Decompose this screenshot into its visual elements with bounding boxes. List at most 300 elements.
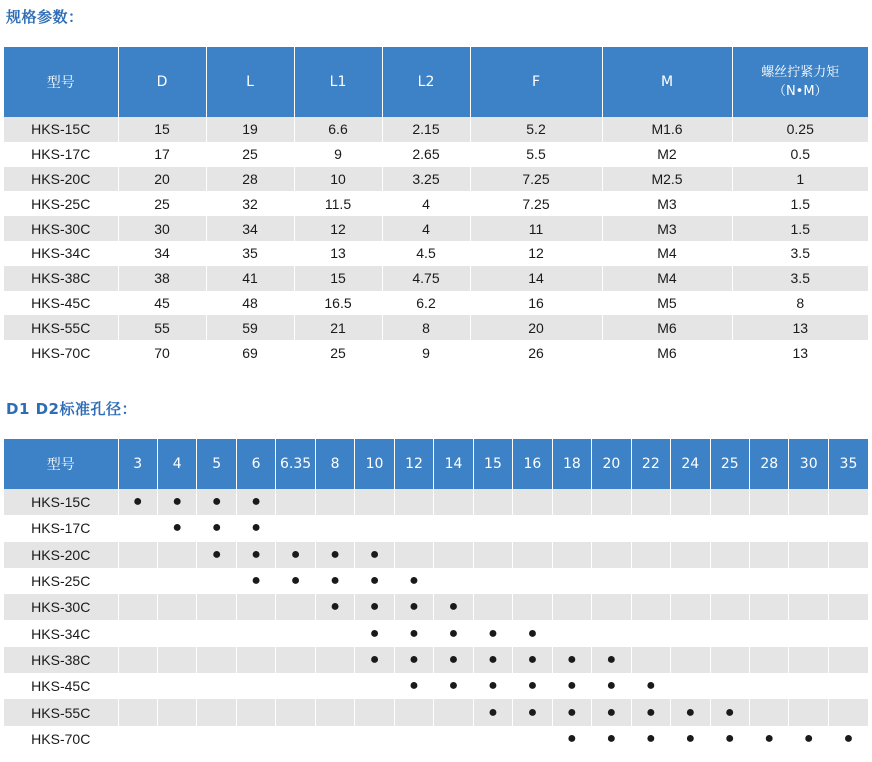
value-cell: 7.25: [470, 167, 602, 192]
bore-available-dot: ●: [473, 673, 512, 699]
table-row: [4, 315, 868, 340]
bore-empty-cell: [710, 620, 749, 646]
bore-empty-cell: [710, 673, 749, 699]
value-cell: M1.6: [602, 117, 732, 142]
bore-size-header: 10: [355, 439, 394, 489]
table-row: [4, 568, 868, 594]
table-row: [4, 489, 868, 515]
bore-empty-cell: [513, 515, 552, 541]
table-row: [4, 117, 868, 142]
table-row: [4, 191, 868, 216]
bore-empty-cell: [197, 726, 236, 752]
bore-empty-cell: [434, 726, 473, 752]
model-cell: HKS-30C: [4, 594, 118, 620]
bore-empty-cell: [671, 673, 710, 699]
bore-size-header: 35: [828, 439, 868, 489]
bore-empty-cell: [434, 515, 473, 541]
value-cell: M6: [602, 315, 732, 340]
bore-available-dot: ●: [355, 594, 394, 620]
bore-empty-cell: [710, 568, 749, 594]
bore-available-dot: ●: [157, 515, 196, 541]
bore-empty-cell: [671, 542, 710, 568]
header-m: M: [602, 47, 732, 117]
bore-empty-cell: [710, 594, 749, 620]
bore-empty-cell: [710, 489, 749, 515]
value-cell: 30: [118, 216, 206, 241]
header-torque: [732, 47, 868, 117]
value-cell: 10: [294, 167, 382, 192]
bore-empty-cell: [355, 699, 394, 725]
value-cell: 55: [118, 315, 206, 340]
bore-available-dot: ●: [355, 647, 394, 673]
bore-empty-cell: [197, 699, 236, 725]
bore-header-model: 型号: [4, 439, 118, 489]
bore-available-dot: ●: [236, 489, 275, 515]
table-row: [4, 340, 868, 365]
bore-size-header: 14: [434, 439, 473, 489]
bore-empty-cell: [592, 620, 631, 646]
bore-empty-cell: [197, 620, 236, 646]
bore-available-dot: ●: [355, 542, 394, 568]
bore-empty-cell: [631, 647, 670, 673]
table-row: [4, 699, 868, 725]
value-cell: M3: [602, 216, 732, 241]
bore-empty-cell: [750, 594, 789, 620]
bore-empty-cell: [789, 568, 828, 594]
value-cell: 3.5: [732, 266, 868, 291]
table-row: [4, 266, 868, 291]
bore-empty-cell: [592, 489, 631, 515]
model-cell: HKS-70C: [4, 340, 118, 365]
bore-available-dot: ●: [552, 699, 591, 725]
table-row: [4, 542, 868, 568]
bore-empty-cell: [710, 515, 749, 541]
bore-size-header: 25: [710, 439, 749, 489]
bore-empty-cell: [789, 542, 828, 568]
bore-empty-cell: [552, 489, 591, 515]
bore-empty-cell: [473, 726, 512, 752]
table-row: [4, 216, 868, 241]
value-cell: 35: [206, 241, 294, 266]
value-cell: 21: [294, 315, 382, 340]
value-cell: 12: [294, 216, 382, 241]
bore-empty-cell: [671, 594, 710, 620]
value-cell: 6.2: [382, 291, 470, 316]
value-cell: 15: [118, 117, 206, 142]
table-row: [4, 594, 868, 620]
bore-empty-cell: [118, 594, 157, 620]
bore-empty-cell: [473, 489, 512, 515]
value-cell: 69: [206, 340, 294, 365]
bore-empty-cell: [750, 515, 789, 541]
bore-empty-cell: [631, 489, 670, 515]
bore-size-header: 16: [513, 439, 552, 489]
value-cell: 25: [206, 142, 294, 167]
bore-empty-cell: [118, 515, 157, 541]
bore-available-dot: ●: [592, 699, 631, 725]
bore-available-dot: ●: [394, 647, 433, 673]
bore-available-dot: ●: [513, 673, 552, 699]
bore-available-dot: ●: [355, 620, 394, 646]
bore-available-dot: ●: [789, 726, 828, 752]
bore-empty-cell: [394, 489, 433, 515]
model-cell: HKS-25C: [4, 191, 118, 216]
bore-empty-cell: [750, 620, 789, 646]
bore-size-header: 6: [236, 439, 275, 489]
value-cell: 1.5: [732, 216, 868, 241]
bore-empty-cell: [789, 515, 828, 541]
model-cell: HKS-25C: [4, 568, 118, 594]
value-cell: 34: [206, 216, 294, 241]
table-row: [4, 142, 868, 167]
header-d: D: [118, 47, 206, 117]
bore-available-dot: ●: [315, 594, 354, 620]
bore-empty-cell: [434, 542, 473, 568]
bore-size-header: 8: [315, 439, 354, 489]
value-cell: M3: [602, 191, 732, 216]
bore-empty-cell: [828, 542, 868, 568]
bore-empty-cell: [513, 726, 552, 752]
bore-empty-cell: [631, 594, 670, 620]
model-cell: HKS-20C: [4, 167, 118, 192]
bore-available-dot: ●: [315, 542, 354, 568]
bore-empty-cell: [552, 542, 591, 568]
value-cell: M2: [602, 142, 732, 167]
bore-empty-cell: [157, 542, 196, 568]
bore-size-header: 12: [394, 439, 433, 489]
bore-table: [4, 439, 868, 752]
bore-available-dot: ●: [513, 620, 552, 646]
bore-empty-cell: [315, 647, 354, 673]
value-cell: 70: [118, 340, 206, 365]
bore-empty-cell: [157, 568, 196, 594]
bore-available-dot: ●: [394, 673, 433, 699]
value-cell: 0.25: [732, 117, 868, 142]
header-l: L: [206, 47, 294, 117]
bore-empty-cell: [394, 699, 433, 725]
model-cell: HKS-15C: [4, 489, 118, 515]
table-row: [4, 241, 868, 266]
bore-empty-cell: [276, 620, 315, 646]
bore-empty-cell: [157, 620, 196, 646]
bore-empty-cell: [276, 594, 315, 620]
bore-empty-cell: [434, 568, 473, 594]
bore-empty-cell: [355, 489, 394, 515]
model-cell: HKS-34C: [4, 241, 118, 266]
bore-empty-cell: [157, 673, 196, 699]
bore-empty-cell: [513, 594, 552, 620]
bore-empty-cell: [552, 620, 591, 646]
bore-empty-cell: [592, 594, 631, 620]
bore-available-dot: ●: [434, 620, 473, 646]
header-f: F: [470, 47, 602, 117]
bore-empty-cell: [592, 542, 631, 568]
bore-empty-cell: [828, 647, 868, 673]
bore-empty-cell: [236, 699, 275, 725]
bore-empty-cell: [671, 489, 710, 515]
value-cell: M4: [602, 266, 732, 291]
bore-empty-cell: [750, 489, 789, 515]
value-cell: 20: [118, 167, 206, 192]
bore-available-dot: ●: [671, 699, 710, 725]
model-cell: HKS-45C: [4, 291, 118, 316]
bore-empty-cell: [828, 489, 868, 515]
value-cell: M5: [602, 291, 732, 316]
value-cell: 5.2: [470, 117, 602, 142]
bore-empty-cell: [118, 542, 157, 568]
bore-empty-cell: [750, 568, 789, 594]
bore-available-dot: ●: [276, 568, 315, 594]
bore-available-dot: ●: [394, 594, 433, 620]
value-cell: 4.75: [382, 266, 470, 291]
value-cell: 9: [294, 142, 382, 167]
value-cell: 1: [732, 167, 868, 192]
bore-empty-cell: [671, 568, 710, 594]
header-torque-unit: （N•M）: [772, 84, 828, 99]
bore-empty-cell: [276, 673, 315, 699]
value-cell: 12: [470, 241, 602, 266]
spec-table: [4, 47, 868, 365]
table-row: [4, 620, 868, 646]
bore-empty-cell: [828, 568, 868, 594]
value-cell: 13: [294, 241, 382, 266]
value-cell: 41: [206, 266, 294, 291]
bore-empty-cell: [118, 726, 157, 752]
bore-empty-cell: [315, 673, 354, 699]
value-cell: 25: [294, 340, 382, 365]
bore-empty-cell: [473, 568, 512, 594]
bore-empty-cell: [592, 515, 631, 541]
bore-available-dot: ●: [513, 699, 552, 725]
bore-size-header: 3: [118, 439, 157, 489]
bore-size-header: 4: [157, 439, 196, 489]
bore-size-header: 6.35: [276, 439, 315, 489]
bore-empty-cell: [671, 515, 710, 541]
bore-available-dot: ●: [631, 726, 670, 752]
bore-available-dot: ●: [236, 515, 275, 541]
bore-empty-cell: [315, 620, 354, 646]
model-cell: HKS-17C: [4, 142, 118, 167]
bore-empty-cell: [118, 568, 157, 594]
bore-empty-cell: [157, 594, 196, 620]
bore-available-dot: ●: [513, 647, 552, 673]
value-cell: 28: [206, 167, 294, 192]
bore-empty-cell: [513, 568, 552, 594]
bore-size-header: 5: [197, 439, 236, 489]
bore-empty-cell: [671, 620, 710, 646]
bore-available-dot: ●: [236, 568, 275, 594]
bore-available-dot: ●: [434, 594, 473, 620]
spec-table-body: [4, 117, 868, 365]
model-cell: HKS-55C: [4, 315, 118, 340]
bore-section-title: D1 D2标准孔径：: [6, 400, 137, 418]
bore-available-dot: ●: [631, 699, 670, 725]
bore-empty-cell: [710, 542, 749, 568]
bore-empty-cell: [552, 594, 591, 620]
value-cell: 6.6: [294, 117, 382, 142]
bore-available-dot: ●: [434, 673, 473, 699]
bore-empty-cell: [513, 542, 552, 568]
bore-empty-cell: [236, 673, 275, 699]
value-cell: 11: [470, 216, 602, 241]
bore-available-dot: ●: [552, 673, 591, 699]
bore-empty-cell: [315, 489, 354, 515]
bore-empty-cell: [789, 699, 828, 725]
value-cell: 26: [470, 340, 602, 365]
bore-empty-cell: [197, 568, 236, 594]
value-cell: 4.5: [382, 241, 470, 266]
bore-empty-cell: [236, 647, 275, 673]
header-l1: L1: [294, 47, 382, 117]
bore-empty-cell: [513, 489, 552, 515]
bore-empty-cell: [631, 515, 670, 541]
value-cell: 2.65: [382, 142, 470, 167]
value-cell: 16: [470, 291, 602, 316]
bore-available-dot: ●: [552, 647, 591, 673]
bore-empty-cell: [828, 594, 868, 620]
bore-empty-cell: [789, 594, 828, 620]
table-row: [4, 726, 868, 752]
value-cell: 32: [206, 191, 294, 216]
header-l2: L2: [382, 47, 470, 117]
bore-available-dot: ●: [355, 568, 394, 594]
bore-available-dot: ●: [473, 699, 512, 725]
value-cell: 14: [470, 266, 602, 291]
bore-empty-cell: [473, 594, 512, 620]
bore-size-header: 18: [552, 439, 591, 489]
value-cell: M4: [602, 241, 732, 266]
value-cell: 8: [382, 315, 470, 340]
bore-empty-cell: [118, 620, 157, 646]
value-cell: 7.25: [470, 191, 602, 216]
value-cell: 19: [206, 117, 294, 142]
model-cell: HKS-38C: [4, 647, 118, 673]
bore-empty-cell: [789, 647, 828, 673]
bore-size-header: 22: [631, 439, 670, 489]
bore-empty-cell: [394, 542, 433, 568]
value-cell: 11.5: [294, 191, 382, 216]
model-cell: HKS-17C: [4, 515, 118, 541]
model-cell: HKS-55C: [4, 699, 118, 725]
bore-available-dot: ●: [592, 726, 631, 752]
bore-empty-cell: [750, 699, 789, 725]
bore-empty-cell: [552, 515, 591, 541]
bore-empty-cell: [276, 647, 315, 673]
table-row: [4, 291, 868, 316]
spec-header-row: [4, 47, 868, 117]
bore-empty-cell: [631, 620, 670, 646]
value-cell: 38: [118, 266, 206, 291]
bore-size-header: 20: [592, 439, 631, 489]
bore-empty-cell: [197, 673, 236, 699]
bore-available-dot: ●: [828, 726, 868, 752]
bore-empty-cell: [276, 726, 315, 752]
value-cell: 1.5: [732, 191, 868, 216]
bore-empty-cell: [236, 726, 275, 752]
bore-available-dot: ●: [631, 673, 670, 699]
bore-empty-cell: [750, 647, 789, 673]
value-cell: M6: [602, 340, 732, 365]
bore-available-dot: ●: [473, 620, 512, 646]
bore-available-dot: ●: [394, 568, 433, 594]
bore-available-dot: ●: [750, 726, 789, 752]
value-cell: 15: [294, 266, 382, 291]
bore-available-dot: ●: [197, 489, 236, 515]
bore-empty-cell: [315, 515, 354, 541]
bore-empty-cell: [355, 726, 394, 752]
value-cell: 20: [470, 315, 602, 340]
bore-available-dot: ●: [473, 647, 512, 673]
spec-section-title: 规格参数：: [6, 8, 84, 26]
bore-empty-cell: [828, 673, 868, 699]
bore-empty-cell: [828, 515, 868, 541]
bore-available-dot: ●: [592, 647, 631, 673]
value-cell: M2.5: [602, 167, 732, 192]
bore-available-dot: ●: [710, 726, 749, 752]
bore-empty-cell: [355, 515, 394, 541]
value-cell: 34: [118, 241, 206, 266]
bore-available-dot: ●: [315, 568, 354, 594]
model-cell: HKS-15C: [4, 117, 118, 142]
bore-empty-cell: [197, 647, 236, 673]
table-row: [4, 515, 868, 541]
bore-empty-cell: [276, 489, 315, 515]
value-cell: 16.5: [294, 291, 382, 316]
bore-available-dot: ●: [552, 726, 591, 752]
bore-available-dot: ●: [118, 489, 157, 515]
value-cell: 3.5: [732, 241, 868, 266]
value-cell: 48: [206, 291, 294, 316]
bore-empty-cell: [631, 568, 670, 594]
bore-header-row: [4, 439, 868, 489]
value-cell: 0.5: [732, 142, 868, 167]
bore-empty-cell: [828, 620, 868, 646]
model-cell: HKS-20C: [4, 542, 118, 568]
value-cell: 13: [732, 340, 868, 365]
model-cell: HKS-30C: [4, 216, 118, 241]
bore-size-header: 28: [750, 439, 789, 489]
table-row: [4, 167, 868, 192]
bore-available-dot: ●: [434, 647, 473, 673]
bore-empty-cell: [750, 673, 789, 699]
model-cell: HKS-70C: [4, 726, 118, 752]
value-cell: 3.25: [382, 167, 470, 192]
bore-available-dot: ●: [671, 726, 710, 752]
value-cell: 8: [732, 291, 868, 316]
value-cell: 5.5: [470, 142, 602, 167]
header-torque-label: 螺丝拧紧力矩: [761, 65, 840, 80]
bore-empty-cell: [789, 489, 828, 515]
bore-available-dot: ●: [276, 542, 315, 568]
bore-empty-cell: [592, 568, 631, 594]
bore-table-body: [4, 489, 868, 752]
bore-empty-cell: [157, 647, 196, 673]
bore-size-header: 15: [473, 439, 512, 489]
model-cell: HKS-34C: [4, 620, 118, 646]
bore-empty-cell: [355, 673, 394, 699]
bore-available-dot: ●: [197, 515, 236, 541]
value-cell: 25: [118, 191, 206, 216]
bore-empty-cell: [197, 594, 236, 620]
bore-available-dot: ●: [197, 542, 236, 568]
bore-empty-cell: [236, 594, 275, 620]
value-cell: 2.15: [382, 117, 470, 142]
bore-empty-cell: [671, 647, 710, 673]
value-cell: 13: [732, 315, 868, 340]
bore-available-dot: ●: [157, 489, 196, 515]
bore-size-header: 24: [671, 439, 710, 489]
bore-available-dot: ●: [236, 542, 275, 568]
